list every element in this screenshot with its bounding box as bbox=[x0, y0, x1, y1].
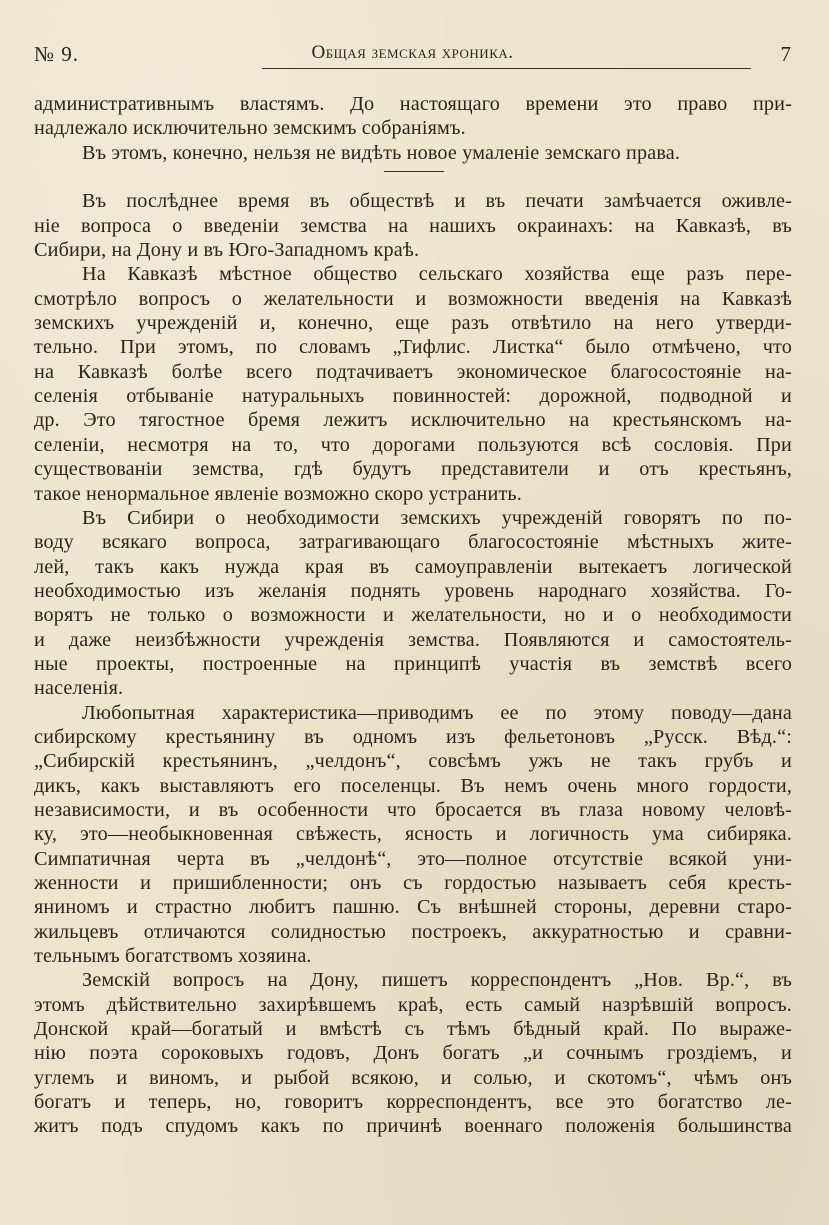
text-line: этомъ дѣйствительно захирѣвшемъ краѣ, есть самый назрѣвшій вопросъ. bbox=[34, 993, 792, 1016]
text-line: ные проекты, построенные на принципѣ участія въ земствѣ всего bbox=[34, 652, 792, 675]
text-line: Любопытная характеристика—приводимъ ее по этому поводу—дана bbox=[82, 701, 792, 724]
paragraph bbox=[34, 141, 792, 165]
paragraph bbox=[34, 701, 792, 969]
text-line: Въ послѣднее время въ обществѣ и въ печати замѣчается оживле- bbox=[82, 190, 792, 213]
text-line: ку, это—необыкновенная свѣжесть, ясность и логичность ума сибиряка. bbox=[34, 823, 792, 846]
text-line: и даже неизбѣжности учрежденія земства. Появляются и самостоятель- bbox=[34, 628, 792, 651]
paragraph bbox=[34, 968, 792, 1138]
text-line: богатъ и теперь, но, говоритъ корреспондентъ, все это богатство ле- bbox=[34, 1091, 792, 1114]
text-line: тельно. При этомъ, по словамъ „Тифлис. Листка“ было отмѣчено, что bbox=[34, 336, 792, 359]
text-line: Земскій вопросъ на Дону, пишетъ корреспондентъ „Нов. Вр.“, въ bbox=[82, 969, 792, 992]
running-header bbox=[34, 38, 791, 72]
text-line: женности и пришибленности; онъ съ гордостью называетъ себя кресть- bbox=[34, 872, 792, 894]
text-line: земскихъ учрежденій и, конечно, еще разъ отвѣтило на него утверди- bbox=[34, 312, 792, 335]
text-line: надлежало исключительно земскимъ собраніямъ. bbox=[34, 117, 466, 140]
text-line: Сибири, на Дону и въ Юго-Западномъ краѣ. bbox=[34, 239, 420, 262]
text-line: селеніи, несмотря на то, что дорогами пользуются всѣ сословія. При bbox=[34, 433, 792, 456]
paragraph bbox=[34, 92, 792, 141]
text-line: житъ подъ спудомъ какъ по причинѣ военнаго положенія большинства bbox=[34, 1115, 792, 1138]
text-line: тельнымъ богатствомъ хозяина. bbox=[34, 945, 312, 968]
section-title: Общая земская хроника. bbox=[311, 42, 514, 63]
header-rule bbox=[262, 68, 751, 69]
text-line: Въ этомъ, конечно, нельзя не видѣть новое умаленіе земскаго права. bbox=[82, 141, 681, 164]
text-line: на Кавказѣ болѣе всего подтачиваетъ экономическое благосостояніе на- bbox=[34, 360, 792, 383]
text-line: смотрѣло вопросъ о желательности и возможности введенія на Кавказѣ bbox=[34, 287, 792, 310]
text-line: Донской край—богатый и вмѣстѣ съ тѣмъ бѣдный край. По выраже- bbox=[34, 1018, 792, 1041]
text-line: такое ненормальное явленіе возможно скоро устранить. bbox=[34, 482, 522, 505]
text-line: населенія. bbox=[34, 677, 124, 700]
issue-number: № 9. bbox=[34, 42, 80, 66]
text-line: ніе вопроса о введеніи земства на нашихъ окраинахъ: на Кавказѣ, въ bbox=[34, 214, 792, 237]
text-line: „Сибирскій крестьянинъ, „челдонъ“, совсѣмъ ужъ не такъ грубъ и bbox=[34, 750, 792, 773]
text-line: ворятъ не только о возможности и желательности, но и о необходимости bbox=[34, 604, 792, 627]
text-line: дикъ, какъ выставляютъ его поселенцы. Въ немъ очень много гордости, bbox=[34, 774, 792, 797]
text-line: лей, такъ какъ нужда края въ самоуправленіи вытекаетъ логической bbox=[34, 555, 792, 578]
body-text bbox=[34, 92, 792, 1139]
text-line: нію поэта сороковыхъ годовъ, Донъ богатъ „и сочнымъ гроздіемъ, и bbox=[34, 1042, 792, 1065]
text-line: независимости, и въ особенности что бросается въ глаза новому человѣ- bbox=[34, 798, 792, 821]
text-line: административнымъ властямъ. До настоящаго времени это право при- bbox=[34, 93, 792, 115]
text-line: сибирскому крестьянину въ одномъ изъ фельетоновъ „Русск. Вѣд.“: bbox=[34, 725, 792, 748]
text-line: существованіи земства, гдѣ будутъ представители и отъ крестьянъ, bbox=[34, 458, 792, 481]
paragraph bbox=[34, 506, 792, 701]
paragraph bbox=[34, 262, 792, 505]
text-line: На Кавказѣ мѣстное общество сельскаго хозяйства еще разъ пере- bbox=[82, 263, 792, 286]
text-line: яниномъ и страстно любитъ пашню. Съ внѣшней стороны, деревни старо- bbox=[34, 896, 792, 919]
text-line: Въ Сибири о необходимости земскихъ учрежденій говорятъ по по- bbox=[82, 506, 792, 529]
text-line: воду всякаго вопроса, затрагивающаго благосостояніе мѣстныхъ жите- bbox=[34, 531, 792, 554]
section-separator bbox=[34, 165, 792, 189]
text-line: др. Это тягостное бремя лежитъ исключительно на крестьянскомъ на- bbox=[34, 409, 792, 432]
text-line: селенія отбываніе натуральныхъ повинностей: дорожной, подводной и bbox=[34, 385, 792, 408]
text-line: жильцевъ отличаются солидностью построекъ, аккуратностью и сравни- bbox=[34, 920, 792, 943]
paragraph bbox=[34, 189, 792, 262]
text-line: необходимостью изъ желанія поднять уровень народнаго хозяйства. Го- bbox=[34, 579, 792, 602]
text-line: Симпатичная черта въ „челдонѣ“, это—полное отсутствіе всякой уни- bbox=[34, 847, 792, 870]
text-line: углемъ и виномъ, и рыбой всякою, и солью, и скотомъ“, чѣмъ онъ bbox=[34, 1066, 792, 1089]
page-number: 7 bbox=[780, 42, 791, 66]
